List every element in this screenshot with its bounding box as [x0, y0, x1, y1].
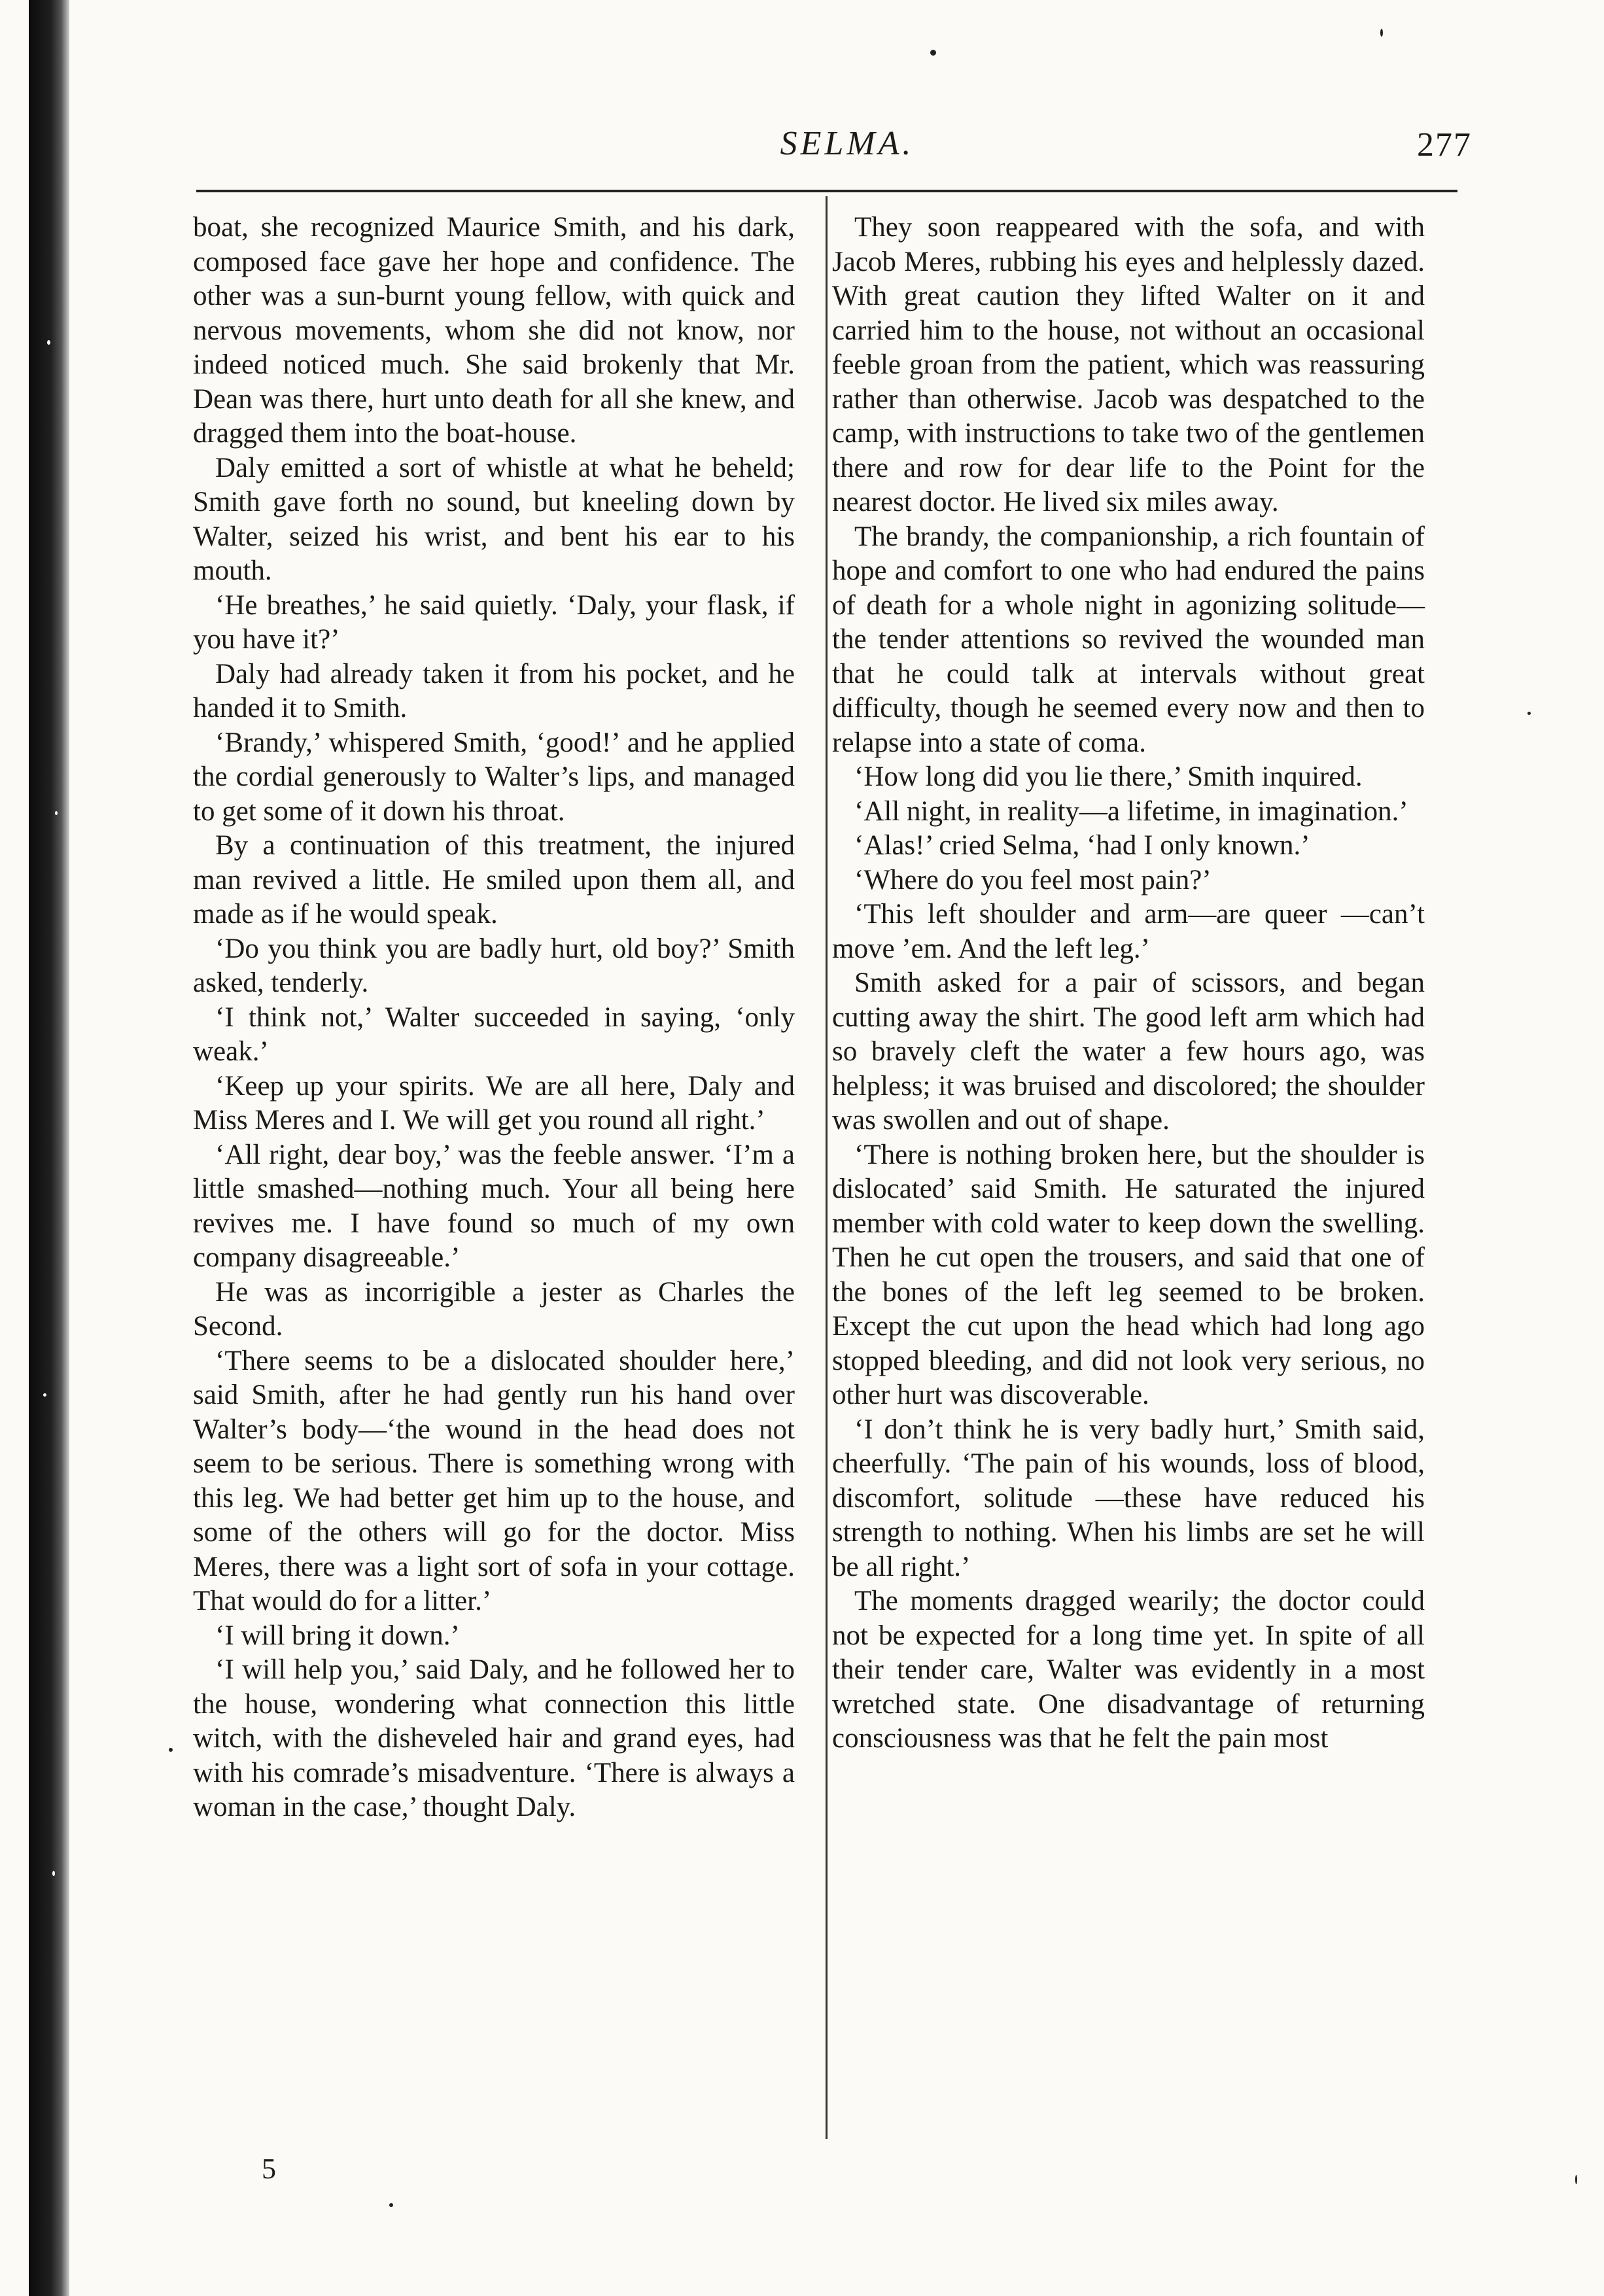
paragraph: ‘Brandy,’ whispered Smith, ‘good!’ and he applied the cordial generously to Walter’s lips, and managed to get some of it down his throat. — [193, 727, 795, 827]
paragraph: Smith asked for a pair of scissors, and began cutting away the shirt. The good left arm which had so bravely cleft the water a few hours ago, was helpless; it was bruised and discolored; the shoulder was swollen and out of shape. — [832, 967, 1425, 1136]
paragraph: ‘He breathes,’ he said quietly. ‘Daly, your flask, if you have it?’ — [193, 589, 795, 655]
paragraph: ‘Where do you feel most pain?’ — [854, 864, 1212, 896]
signature-mark: 5 — [262, 2153, 276, 2185]
print-speck — [1380, 29, 1383, 37]
running-title: SELMA. — [780, 125, 915, 162]
right-column — [832, 211, 1425, 1756]
paragraph: ‘Do you think you are badly hurt, old boy?’ Smith asked, tenderly. — [193, 933, 795, 998]
paragraph: He was as incorrigible a jester as Charles the Second. — [193, 1276, 795, 1342]
print-speck — [389, 2203, 393, 2207]
paragraph: Daly had already taken it from his pocket, and he handed it to Smith. — [193, 658, 795, 723]
paragraph: ‘There seems to be a dislocated shoulder here,’ said Smith, after he had gently run his hand over Walter’s body—‘the wound in the head does not seem to be serious. There is something wrong with this leg. We had better get him up to the house, and some of the others will go for the doctor. Miss Meres, there was a light sort of sofa in your cottage. That would do for a litter.’ — [193, 1345, 795, 1616]
paragraph: ‘All night, in reality—a lifetime, in imagination.’ — [854, 795, 1408, 827]
print-speck — [1527, 712, 1531, 715]
paragraph: ‘How long did you lie there,’ Smith inquired. — [854, 761, 1363, 792]
print-speck — [930, 50, 936, 56]
header-rule — [196, 190, 1457, 192]
paragraph: Daly emitted a sort of whistle at what he beheld; Smith gave forth no sound, but kneeling down by Walter, seized his wrist, and bent his ear to his mouth. — [193, 452, 795, 586]
paragraph: ‘This left shoulder and arm—are queer —can’t move ’em. And the left leg.’ — [832, 899, 1425, 964]
binding-edge — [29, 0, 69, 2296]
print-speck — [169, 1748, 173, 1752]
paragraph: ‘I think not,’ Walter succeeded in saying, ‘only weak.’ — [193, 1001, 795, 1067]
paragraph: ‘I don’t think he is very badly hurt,’ Smith said, cheerfully. ‘The pain of his wounds, loss of blood, discomfort, solitude —these have reduced his strength to nothing. When his limbs are set he will be all right.’ — [832, 1414, 1425, 1582]
paragraph: The brandy, the companionship, a rich fountain of hope and comfort to one who had endured the pains of death for a whole night in agonizing solitude—the tender attentions so revived the wounded man that he could talk at intervals without great difficulty, though he seemed every now and then to relapse into a state of coma. — [832, 521, 1425, 758]
paragraph: The moments dragged wearily; the doctor could not be expected for a long time yet. In spite of all their tender care, Walter was evidently in a most wretched state. One disadvantage of returning consciousness was that he felt the pain most — [832, 1586, 1425, 1754]
print-speck — [1575, 2175, 1577, 2184]
paragraph: ‘There is nothing broken here, but the shoulder is dislocated’ said Smith. He saturated the injured member with cold water to keep down the swelling. Then he cut open the trousers, and said that one of the bones of the left leg seemed to be broken. Except the cut upon the head which had long ago stopped bleeding, and did not look very serious, no other hurt was discoverable. — [832, 1139, 1425, 1410]
page-number: 277 — [1417, 126, 1472, 164]
paragraph: ‘Alas!’ cried Selma, ‘had I only known.’ — [854, 830, 1310, 861]
column-divider — [826, 196, 828, 2139]
paragraph: boat, she recognized Maurice Smith, and his dark, composed face gave her hope and confidence. The other was a sun-burnt young fellow, with quick and nervous movements, whom she did not know, nor indeed noticed much. She said brokenly that Mr. Dean was there, hurt unto death for all she knew, and dragged them into the boat-house. — [193, 212, 795, 449]
left-column — [193, 211, 795, 1825]
paragraph: ‘Keep up your spirits. We are all here, Daly and Miss Meres and I. We will get you round all right.’ — [193, 1070, 795, 1136]
paragraph: ‘I will help you,’ said Daly, and he followed her to the house, wondering what connection this little witch, with the disheveled hair and grand eyes, had with his comrade’s misadventure. ‘There is always a woman in the case,’ thought Daly. — [193, 1654, 795, 1822]
paragraph: ‘I will bring it down.’ — [215, 1620, 460, 1651]
paragraph: They soon reappeared with the sofa, and with Jacob Meres, rubbing his eyes and helplessly dazed. With great caution they lifted Walter on it and carried him to the house, not without an occasional feeble groan from the patient, which was reassuring rather than otherwise. Jacob was despatched to the camp, with instructions to take two of the gentlemen there and row for dear life to the Point for the nearest doctor. He lived six miles away. — [832, 212, 1425, 517]
paragraph: ‘All right, dear boy,’ was the feeble answer. ‘I’m a little smashed—nothing much. Your all being here revives me. I have found so much of my own company disagreeable.’ — [193, 1139, 795, 1273]
paragraph: By a continuation of this treatment, the injured man revived a little. He smiled upon them all, and made as if he would speak. — [193, 830, 795, 930]
